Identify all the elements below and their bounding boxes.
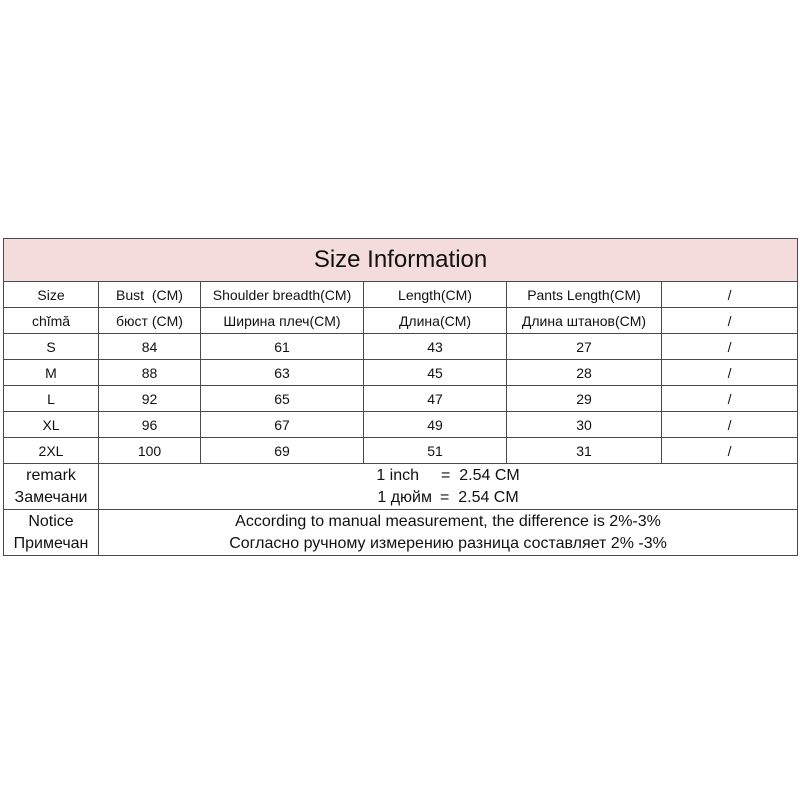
table-cell: / [662,438,798,464]
table-cell: / [662,334,798,360]
table-cell: 47 [364,386,507,412]
table-cell: 29 [507,386,662,412]
table-cell: / [662,386,798,412]
table-cell: 28 [507,360,662,386]
remark-text [99,464,798,510]
table-cell: 61 [201,334,364,360]
size-table [3,238,798,556]
size-cell: L [4,386,99,412]
table-cell: / [662,360,798,386]
header-cell: Длина штанов(CM) [507,308,662,334]
remark-row [4,464,798,510]
header-row-english [4,282,798,308]
notice-label-ru: Примечан [13,534,89,552]
header-cell: / [662,282,798,308]
header-cell: бюст (CM) [99,308,201,334]
table-cell: 100 [99,438,201,464]
table-cell: 30 [507,412,662,438]
notice-text-en: According to manual measurement, the difference is 2%-3% [235,512,661,530]
table-cell: 43 [364,334,507,360]
table-cell: 65 [201,386,364,412]
size-cell: M [4,360,99,386]
table-cell: 84 [99,334,201,360]
table-cell: 96 [99,412,201,438]
size-cell: S [4,334,99,360]
header-cell: Size [4,282,99,308]
table-row [4,386,798,412]
header-cell: Bust (CM) [99,282,201,308]
table-cell: 49 [364,412,507,438]
table-cell: 63 [201,360,364,386]
header-cell: chĭmă [4,308,99,334]
notice-text-ru: Согласно ручному измерению разница составляет 2% -3% [229,534,667,552]
table-cell: 51 [364,438,507,464]
table-cell: 31 [507,438,662,464]
table-cell: 69 [201,438,364,464]
remark-line-1 [99,465,797,487]
table-title: Size Information [4,239,798,282]
header-cell: Pants Length(CM) [507,282,662,308]
notice-row [4,510,798,556]
table-cell: 27 [507,334,662,360]
table-cell: 67 [201,412,364,438]
remark-unit-inch: 1 inch [376,466,420,484]
size-cell: 2XL [4,438,99,464]
header-cell: / [662,308,798,334]
remark-label-en: remark [26,466,76,484]
remark-value: = 2.54 CM [439,488,519,506]
table-cell: 45 [364,360,507,386]
table-row [4,360,798,386]
header-cell: Shoulder breadth(CM) [201,282,364,308]
remark-unit-duim: 1 дюйм [377,488,432,506]
table-row [4,438,798,464]
notice-label-en: Notice [28,512,74,530]
notice-text [99,510,798,556]
table-cell: / [662,412,798,438]
remark-label [4,464,99,510]
header-cell: Длина(CM) [364,308,507,334]
remark-label-ru: Замечани [14,488,88,506]
table-cell: 88 [99,360,201,386]
notice-label [4,510,99,556]
header-cell: Length(CM) [364,282,507,308]
table-row [4,412,798,438]
table-cell: 92 [99,386,201,412]
header-row-russian [4,308,798,334]
remark-line-2 [99,487,797,509]
remark-value: = 2.54 CM [441,466,520,484]
header-cell: Ширина плеч(CM) [201,308,364,334]
size-cell: XL [4,412,99,438]
table-row [4,334,798,360]
